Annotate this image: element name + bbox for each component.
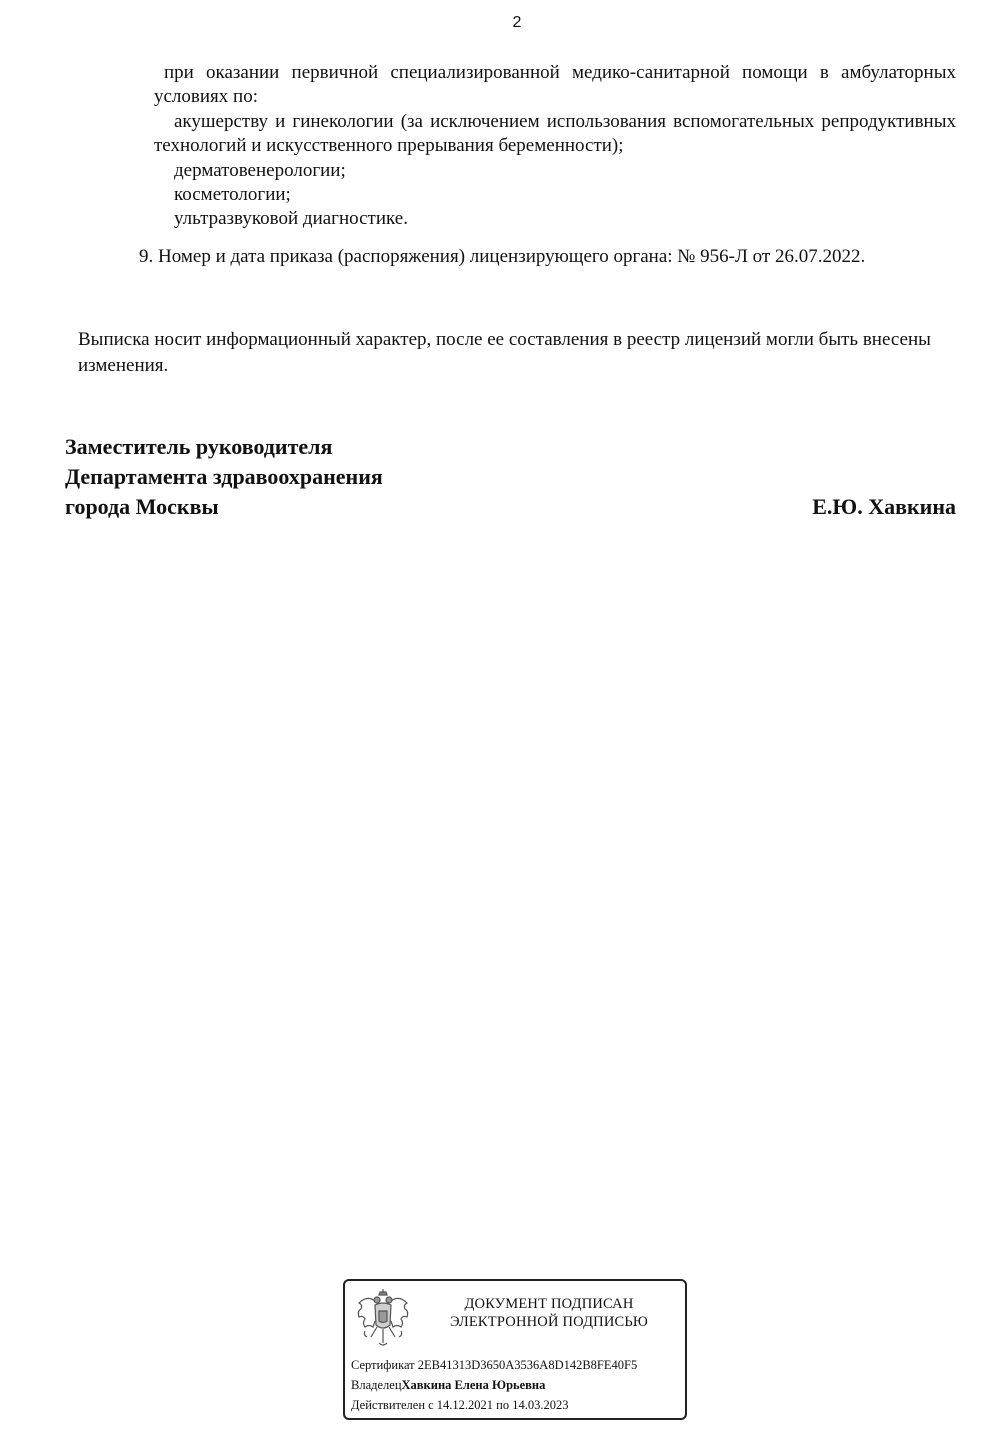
electronic-signature-stamp xyxy=(343,1279,687,1420)
disclaimer-note: Выписка носит информационный характер, после ее составления в реестр лицензий могли быть внесены изменения. xyxy=(78,329,931,376)
owner-line xyxy=(351,1377,545,1393)
signatory-title xyxy=(65,432,383,522)
signatory-title-line: Департамента здравоохранения xyxy=(65,464,383,489)
stamp-title xyxy=(429,1295,669,1331)
service-item: косметологии; xyxy=(174,184,291,205)
owner-value: Хавкина Елена Юрьевна xyxy=(401,1378,546,1392)
coat-of-arms-icon xyxy=(355,1287,411,1351)
certificate-value: 2EB41313D3650A3536A8D142B8FE40F5 xyxy=(417,1358,638,1372)
signatory-title-line: Заместитель руководителя xyxy=(65,434,333,459)
service-obstetrics: акушерству и гинекологии (за исключением использования вспомогательных репродуктивных технологий и искусственного прерывания беременности); xyxy=(154,111,956,156)
signatory-name: Е.Ю. Хавкина xyxy=(812,494,956,519)
certificate-line xyxy=(351,1357,637,1373)
service-item: ультразвуковой диагностике. xyxy=(174,208,408,229)
page-number: 2 xyxy=(512,14,522,31)
signatory-title-line: города Москвы xyxy=(65,494,219,519)
order-number-item: 9. Номер и дата приказа (распоряжения) лицензирующего органа: № 956-Л от 26.07.2022. xyxy=(139,246,866,267)
validity-line: Действителен с 14.12.2021 по 14.03.2023 xyxy=(351,1398,569,1412)
stamp-title-line: ЭЛЕКТРОННОЙ ПОДПИСЬЮ xyxy=(449,1314,649,1330)
owner-label: Владелец xyxy=(351,1378,402,1392)
certificate-label: Сертификат xyxy=(351,1358,415,1372)
stamp-title-line: ДОКУМЕНТ ПОДПИСАН xyxy=(464,1296,634,1312)
services-intro: при оказании первичной специализированной медико-санитарной помощи в амбулаторных условиях по: xyxy=(154,62,956,107)
service-item: дерматовенерологии; xyxy=(174,160,346,181)
